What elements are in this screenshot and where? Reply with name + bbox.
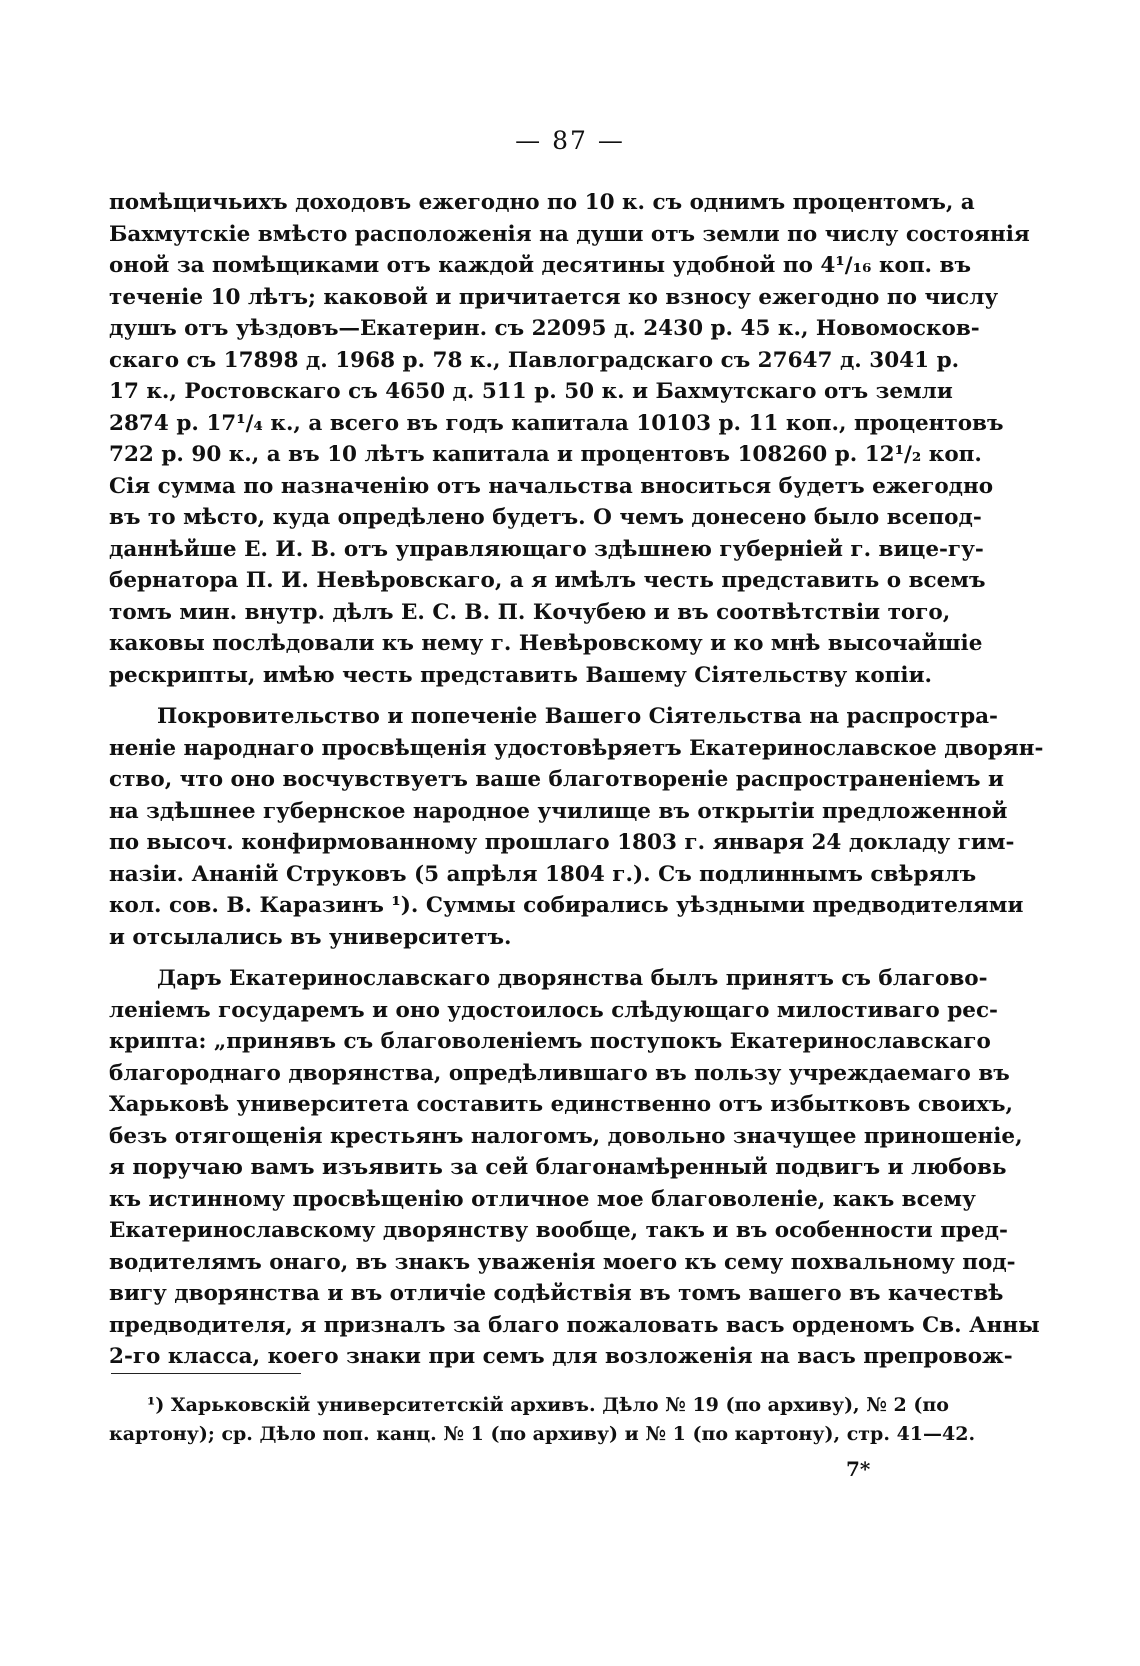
paragraph-2 [109,701,1044,953]
text-line: Харьковѣ университета составить единственно отъ избытковъ своихъ, [109,1092,1014,1117]
signature-mark: 7* [846,1457,871,1481]
text-line: неніе народнаго просвѣщенія удостовѣряетъ Екатеринославское дворян- [109,735,1044,761]
text-line: леніемъ государемъ и оно удостоилось слѣдующаго милостиваго рес- [109,997,998,1023]
text-line: рескрипты, имѣю честь представить Вашему Сіятельству копіи. [109,662,933,688]
text-line: помѣщичьихъ доходовъ ежегодно по 10 к. съ однимъ процентомъ, а [109,190,975,215]
text-line: 722 р. 90 к., а въ 10 лѣтъ капитала и процентовъ 108260 р. 12¹/₂ коп. [109,442,982,467]
page-number: — 87 — [515,126,625,155]
footnote [109,1391,976,1449]
text-line: водителямъ онаго, въ знакъ уваженія моего къ сему похвальному под- [109,1249,1016,1275]
text-line: крипта: „принявъ съ благоволеніемъ поступокъ Екатеринославскаго [109,1029,991,1054]
text-line: Бахмутскіе вмѣсто расположенія на души отъ земли по числу состоянія [109,221,1030,247]
text-line: на здѣшнее губернское народное училище въ открытіи предложенной [109,798,1008,824]
text-line: вигу дворянства и въ отличіе содѣйствія въ томъ вашего въ качествѣ [109,1281,1004,1306]
text-line: скаго съ 17898 д. 1968 р. 78 к., Павлоградскаго съ 27647 д. 3041 р. [109,347,960,373]
text-line: 2874 р. 17¹/₄ к., а всего въ годъ капитала 10103 р. 11 коп., процентовъ [109,410,1004,436]
text-line: благороднаго дворянства, опредѣлившаго въ пользу учреждаемаго въ [109,1060,1010,1086]
text-line: къ истинному просвѣщенію отличное мое благоволеніе, какъ всему [109,1186,976,1212]
footnote-line: ¹) Харьковскій университетскій архивъ. Дѣло № 19 (по архиву), № 2 (по [147,1394,949,1416]
text-line: душъ отъ уѣздовъ—Екатерин. съ 22095 д. 2430 р. 45 к., Новомосков- [109,316,980,341]
text-line: томъ мин. внутр. дѣлъ Е. С. В. П. Кочубею и въ соотвѣтствіи того, [109,599,951,625]
text-line: Покровительство и попеченіе Вашего Сіятельства на распростра- [157,704,998,729]
text-line: я поручаю вамъ изъявить за сей благонамѣренный подвигъ и любовь [109,1155,1007,1180]
footnote-line: картону); ср. Дѣло поп. канц. № 1 (по архиву) и № 1 (по картону), стр. 41—42. [109,1423,976,1445]
text-line: назіи. Ананій Струковъ (5 апрѣля 1804 г.). Съ подлиннымъ свѣрялъ [109,861,977,887]
text-line: бернатора П. И. Невѣровскаго, а я имѣлъ честь представить о всемъ [109,568,986,593]
text-line: ство, что оно восчувствуетъ ваше благотвореніе распространеніемъ и [109,767,1004,792]
text-line: кол. сов. В. Каразинъ ¹). Суммы собирались уѣздными предводителями [109,893,1024,918]
text-line: по высоч. конфирмованному прошлаго 1803 г. января 24 докладу гим- [109,830,1015,855]
text-line: въ то мѣсто, куда опредѣлено будетъ. О чемъ донесено было всепод- [109,505,982,530]
paragraph-gap [109,953,930,963]
body-text [109,187,1044,1373]
text-line: и отсылались въ университетъ. [109,924,512,950]
text-line: Даръ Екатеринославскаго дворянства былъ принятъ съ благово- [157,966,988,991]
text-line: даннѣйше Е. И. В. отъ управляющаго здѣшнею губерніей г. вице-гу- [109,536,984,562]
text-line: Екатеринославскому дворянству вообще, такъ и въ особенности пред- [109,1218,1008,1243]
text-line: Сія сумма по назначенію отъ начальства вноситься будетъ ежегодно [109,473,994,499]
text-line: предводителя, я призналъ за благо пожаловать васъ орденомъ Св. Анны [109,1312,1040,1338]
text-line: 2-го класса, коего знаки при семъ для возложенія на васъ препровож- [109,1344,1013,1369]
footnote-divider [111,1373,301,1374]
paragraph-1 [109,187,1030,691]
paragraph-gap [109,691,930,701]
text-line: каковы послѣдовали къ нему г. Невѣровскому и ко мнѣ высочайшіе [109,631,983,656]
text-line: оной за помѣщиками отъ каждой десятины удобной по 4¹/₁₆ коп. въ [109,253,971,278]
paragraph-3 [109,963,1040,1373]
text-line: 17 к., Ростовскаго съ 4650 д. 511 р. 50 к. и Бахмутскаго отъ земли [109,379,953,404]
text-line: теченіе 10 лѣтъ; каковой и причитается ко взносу ежегодно по числу [109,284,999,310]
text-line: безъ отягощенія крестьянъ налогомъ, довольно значущее приношеніе, [109,1123,1023,1149]
